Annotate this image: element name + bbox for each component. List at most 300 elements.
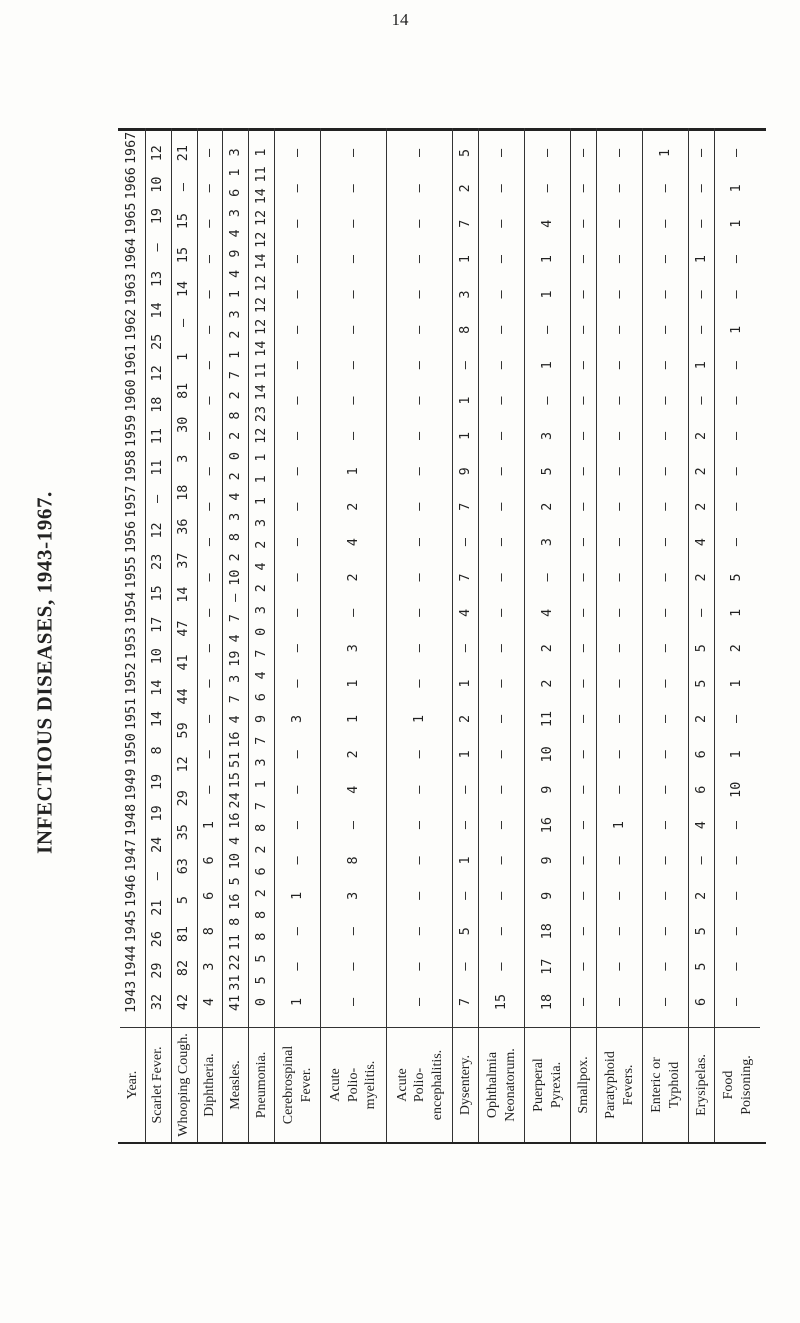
row-header (249, 1028, 275, 1143)
table-cell: 32 (150, 993, 166, 1011)
table-cell: — (345, 290, 361, 299)
table-cell: — (457, 538, 473, 547)
table-cell: — (345, 431, 361, 441)
table-cell: — (611, 290, 627, 299)
row-values (321, 128, 387, 1028)
table-cell: 8 (227, 533, 243, 542)
table-cell: 2 (253, 889, 269, 898)
table-cell: 4 (227, 836, 243, 845)
row-values (525, 128, 571, 1028)
table-cell: 2 (227, 391, 243, 400)
table-cell: — (693, 856, 709, 865)
table-cell: — (657, 714, 673, 724)
row-values (571, 128, 597, 1028)
table-cell: 4 (693, 538, 709, 547)
table-cell: 30 (176, 416, 192, 433)
table-cell: — (411, 290, 427, 299)
table-cell: 1967 (124, 131, 140, 164)
table-cell: — (289, 644, 305, 653)
row-header-line: Erysipelas. (693, 1054, 709, 1116)
table-cell: 2 (253, 845, 269, 854)
table-cell: — (575, 148, 591, 158)
table-cell: 1950 (124, 733, 140, 766)
table-cell: 3 (176, 454, 192, 463)
table-cell: — (289, 821, 305, 830)
table-cell: — (411, 785, 427, 794)
table-cell: — (201, 184, 217, 193)
table-cell: — (411, 396, 427, 405)
table-row (453, 128, 479, 1142)
row-header (145, 1028, 171, 1143)
table-cell: 1 (457, 255, 473, 264)
table-cell: 11 (227, 934, 243, 951)
table-cell: 7 (457, 219, 473, 228)
row-header (453, 1028, 479, 1143)
table-cell: — (493, 679, 509, 688)
table-cell: — (201, 502, 217, 511)
table-cell: — (201, 538, 217, 547)
table-cell: — (411, 325, 427, 334)
table-cell: — (611, 396, 627, 405)
table-cell: 1 (227, 350, 243, 359)
row-header (171, 1028, 197, 1143)
table-cell: 10 (539, 746, 555, 763)
table-cell: — (693, 148, 709, 158)
table-cell: — (411, 573, 427, 582)
table-cell: — (493, 219, 509, 228)
table-cell: — (611, 467, 627, 476)
table-cell: — (693, 184, 709, 193)
table-cell: — (729, 856, 745, 865)
row-header-line: Puerperal (531, 1058, 547, 1112)
table-row (715, 128, 760, 1142)
table-cell: 2 (457, 714, 473, 724)
table-cell: 81 (176, 382, 192, 399)
table-cell: 12 (150, 365, 166, 382)
table-cell: — (611, 679, 627, 688)
table-cell: 1944 (124, 945, 140, 978)
table-cell: 59 (176, 722, 192, 739)
table-cell: — (289, 396, 305, 405)
table-cell: — (657, 255, 673, 264)
table-cell: 0 (253, 998, 269, 1007)
table-cell: 1 (693, 361, 709, 370)
page-number: 14 (391, 10, 409, 29)
table-cell: — (411, 927, 427, 936)
table-cell: — (345, 148, 361, 158)
table-cell: 5 (253, 976, 269, 985)
table-cell: — (411, 361, 427, 370)
table-cell: 35 (176, 824, 192, 841)
table-cell: 9 (253, 714, 269, 723)
table-cell: 11 (150, 428, 166, 445)
table-cell: 1949 (124, 768, 140, 801)
row-header-line: Polio- (345, 1067, 361, 1103)
table-cell: 1965 (124, 202, 140, 235)
table-cell: 1 (729, 608, 745, 617)
table-cell: 3 (227, 310, 243, 319)
table-bottom-rule (118, 1142, 766, 1144)
table-cell: — (493, 502, 509, 511)
table-cell: 29 (176, 790, 192, 807)
table-cell: — (539, 396, 555, 405)
table-row (321, 128, 387, 1142)
table-cell: — (289, 255, 305, 264)
table-cell: 5 (693, 962, 709, 971)
table-cell: — (611, 502, 627, 511)
table-cell: 1 (457, 396, 473, 405)
table-cell: — (729, 467, 745, 476)
table-cell: 6 (693, 785, 709, 794)
table-cell: — (657, 502, 673, 511)
table-cell: — (657, 573, 673, 582)
table-cell: — (575, 750, 591, 759)
table-cell: — (411, 219, 427, 228)
table-cell: — (457, 821, 473, 830)
table-cell: — (575, 396, 591, 405)
running-head: INFECTIOUS DISEASES, 1943-1967. (32, 491, 57, 854)
table-cell: 6 (253, 693, 269, 702)
table-cell: 6 (227, 188, 243, 197)
table-cell: — (575, 467, 591, 476)
table-cell: 2 (345, 502, 361, 511)
table-cell: 4 (227, 634, 243, 643)
table-cell: — (411, 467, 427, 476)
table-cell: 1952 (124, 662, 140, 695)
row-values (223, 128, 249, 1028)
table-cell: — (289, 148, 305, 158)
table-cell: 15 (227, 772, 243, 789)
table-cell: — (411, 856, 427, 865)
table-cell: 4 (201, 997, 217, 1007)
table-cell: — (345, 821, 361, 830)
table-cell: — (657, 997, 673, 1007)
table-cell: — (611, 891, 627, 900)
table-cell: 1 (411, 714, 427, 724)
table-cell: 8 (227, 411, 243, 420)
table-cell: 21 (176, 145, 192, 162)
table-cell: 1966 (124, 167, 140, 200)
table-cell: — (657, 679, 673, 688)
table-cell: 12 (253, 297, 269, 314)
table-cell: 6 (693, 750, 709, 759)
table-cell: — (201, 431, 217, 441)
table-cell: — (611, 750, 627, 759)
table-cell: — (657, 750, 673, 759)
table-cell: — (289, 962, 305, 971)
table-cell: — (539, 325, 555, 334)
row-header-line: Typhoid (666, 1061, 682, 1109)
table-cell: 4 (253, 562, 269, 571)
table-cell: 14 (150, 302, 166, 319)
table-cell: 2 (253, 540, 269, 549)
table-cell: 2 (227, 553, 243, 562)
table-cell: 3 (539, 431, 555, 441)
table-cell: 12 (176, 756, 192, 773)
table-cell: 1 (539, 290, 555, 299)
table-cell: 1 (457, 431, 473, 441)
table-cell: — (289, 184, 305, 193)
table-cell: 2 (729, 644, 745, 653)
table-cell: — (201, 255, 217, 264)
table-cell: 7 (227, 614, 243, 623)
row-header-line: Enteric or (649, 1057, 665, 1113)
table-cell: 18 (150, 396, 166, 413)
table-row (171, 128, 197, 1142)
table-row (249, 128, 275, 1142)
table-cell: 2 (539, 644, 555, 653)
row-header-line: Polio- (412, 1067, 428, 1103)
table-cell: — (575, 962, 591, 971)
table-cell: 3 (289, 714, 305, 724)
row-header-line: Neonatorum. (502, 1048, 518, 1122)
table-cell: — (657, 608, 673, 617)
table-cell: 2 (693, 714, 709, 724)
table-cell: 3 (227, 512, 243, 521)
table-cell: 1953 (124, 627, 140, 660)
table-cell: 1 (227, 290, 243, 299)
table-cell: 4 (345, 785, 361, 794)
table-cell: — (575, 184, 591, 193)
table-cell: — (493, 891, 509, 900)
table-cell: 1 (729, 325, 745, 334)
table-cell: 7 (253, 649, 269, 658)
table-cell: 3 (539, 538, 555, 547)
table-cell: 4 (539, 608, 555, 617)
table-cell: 1945 (124, 910, 140, 943)
table-cell: 1 (253, 453, 269, 462)
table-cell: 82 (176, 959, 192, 977)
table-cell: — (289, 431, 305, 441)
table-cell: — (575, 255, 591, 264)
row-header-line: Diphtheria. (202, 1053, 218, 1117)
table-cell: — (575, 431, 591, 441)
row-values (249, 128, 275, 1028)
row-header (120, 1028, 145, 1143)
table-cell: — (345, 219, 361, 228)
row-header-line: Pneumonia. (253, 1051, 269, 1119)
table-cell: — (611, 538, 627, 547)
table-cell: 18 (539, 993, 555, 1011)
table-cell: 18 (176, 484, 192, 501)
table-cell: — (657, 821, 673, 830)
table-cell: 2 (227, 330, 243, 339)
row-values (715, 128, 760, 1028)
table-cell: — (611, 361, 627, 370)
table-cell: 11 (253, 166, 269, 183)
table-cell: 36 (176, 518, 192, 535)
row-values (197, 128, 223, 1028)
row-values (145, 128, 171, 1028)
table-cell: — (575, 821, 591, 830)
row-values (597, 128, 643, 1028)
table-cell: 1956 (124, 520, 140, 554)
table-cell: 1 (457, 856, 473, 865)
table-cell: 5 (693, 679, 709, 688)
table-cell: — (201, 714, 217, 724)
table-cell: — (539, 148, 555, 158)
table-cell: — (729, 148, 745, 158)
table-cell: 8 (253, 932, 269, 941)
infectious-diseases-table (120, 128, 760, 1142)
table-cell: 1 (253, 497, 269, 506)
table-cell: — (657, 361, 673, 370)
table-cell: — (201, 467, 217, 476)
row-values (453, 128, 479, 1028)
table-cell: 3 (457, 290, 473, 299)
table-cell: 17 (539, 958, 555, 975)
table-cell: 2 (227, 431, 243, 440)
table-cell: — (729, 962, 745, 971)
table-row (197, 128, 223, 1142)
table-cell: 42 (176, 993, 192, 1011)
table-cell: — (575, 679, 591, 688)
table-cell: 12 (253, 427, 269, 444)
row-header-line: Whooping Cough. (176, 1033, 192, 1137)
table-cell: 19 (150, 773, 166, 790)
table-cell: 1 (539, 361, 555, 370)
table-cell: — (611, 148, 627, 158)
table-cell: — (493, 290, 509, 299)
table-cell: 12 (253, 275, 269, 292)
table-cell: — (345, 997, 361, 1007)
table-cell: — (201, 361, 217, 370)
table-cell: 1947 (124, 839, 140, 872)
table-cell: 81 (176, 926, 192, 943)
table-cell: 1946 (124, 874, 140, 907)
table-cell: — (611, 431, 627, 441)
table-cell: 1 (289, 891, 305, 900)
row-header-line: Smallpox. (575, 1056, 591, 1114)
table-cell: — (575, 714, 591, 724)
table-cell: 6 (201, 856, 217, 865)
table-row (275, 128, 321, 1142)
table-cell: 9 (539, 856, 555, 865)
table-cell: 24 (150, 836, 166, 853)
table-cell: 7 (227, 695, 243, 704)
table-cell: 11 (253, 362, 269, 379)
table-cell: 8 (227, 917, 243, 926)
table-cell: 1 (227, 168, 243, 177)
table-cell: 1 (345, 714, 361, 724)
table-cell: 1957 (124, 485, 140, 518)
table-cell: 7 (457, 573, 473, 582)
table-cell: 14 (253, 340, 269, 357)
table-cell: — (657, 219, 673, 228)
table-cell: 5 (693, 927, 709, 936)
table-cell: — (345, 361, 361, 370)
table-cell: 4 (227, 492, 243, 501)
table-cell: 63 (176, 858, 192, 875)
table-cell: 31 (227, 974, 243, 991)
table-cell: — (289, 856, 305, 865)
row-header (321, 1028, 387, 1143)
table-cell: 3 (345, 891, 361, 900)
table-cell: — (457, 962, 473, 971)
table-cell: 8 (150, 746, 166, 755)
table-cell: — (201, 608, 217, 617)
table-cell: — (657, 856, 673, 865)
row-header-line: encephalitis. (429, 1049, 445, 1121)
table-cell: 2 (539, 679, 555, 688)
row-header-line: Fevers. (620, 1064, 636, 1106)
table-cell: — (411, 750, 427, 759)
table-cell: — (201, 325, 217, 334)
table-cell: — (227, 593, 243, 602)
table-cell: — (289, 219, 305, 228)
table-cell: 6 (201, 891, 217, 900)
row-values (479, 128, 525, 1028)
table-cell: — (289, 538, 305, 547)
table-cell: — (611, 184, 627, 193)
table-cell: — (729, 396, 745, 405)
row-header-line: Acute (328, 1068, 344, 1102)
table-cell: — (575, 361, 591, 370)
table-cell: — (411, 821, 427, 830)
table-cell: 9 (539, 891, 555, 900)
table-cell: — (493, 148, 509, 158)
table-cell: 1 (253, 780, 269, 789)
table-cell: 16 (227, 893, 243, 910)
table-cell: — (575, 644, 591, 653)
table-row (689, 128, 715, 1142)
table-cell: — (201, 290, 217, 299)
table-cell: 15 (493, 993, 509, 1011)
row-header (525, 1028, 571, 1143)
table-cell: — (411, 997, 427, 1007)
table-cell: 3 (201, 962, 217, 971)
table-cell: — (575, 785, 591, 794)
table-cell: 8 (201, 927, 217, 936)
table-row (387, 128, 453, 1142)
table-cell: 1960 (124, 379, 140, 412)
table-cell: — (575, 290, 591, 299)
table-cell: 5 (693, 644, 709, 653)
table-cell: 1943 (124, 980, 140, 1013)
table-cell: 7 (457, 997, 473, 1007)
table-cell: — (693, 325, 709, 334)
table-cell: 1 (611, 821, 627, 830)
table-cell: — (289, 927, 305, 936)
table-cell: — (493, 644, 509, 653)
table-cell: 4 (457, 608, 473, 617)
table-cell: 10 (729, 781, 745, 798)
table-row (223, 128, 249, 1142)
table-cell: 12 (150, 522, 166, 539)
table-cell: 9 (539, 785, 555, 794)
table-cell: — (657, 927, 673, 936)
table-cell: 5 (176, 896, 192, 905)
table-cell: 21 (150, 899, 166, 916)
row-header (479, 1028, 525, 1143)
table-cell: — (289, 325, 305, 334)
table-cell: 16 (227, 731, 243, 748)
table-cell: 2 (693, 502, 709, 511)
table-cell: 1955 (124, 556, 140, 589)
table-cell: 16 (227, 812, 243, 829)
table-cell: — (611, 962, 627, 971)
table-cell: — (289, 502, 305, 511)
table-cell: — (201, 785, 217, 794)
table-cell: 8 (345, 856, 361, 865)
table-cell: — (729, 538, 745, 547)
table-cell: — (345, 962, 361, 971)
row-values (643, 128, 689, 1028)
table-row (120, 128, 145, 1142)
table-cell: — (575, 325, 591, 334)
table-cell: 1 (693, 255, 709, 264)
table-cell: 2 (693, 431, 709, 441)
